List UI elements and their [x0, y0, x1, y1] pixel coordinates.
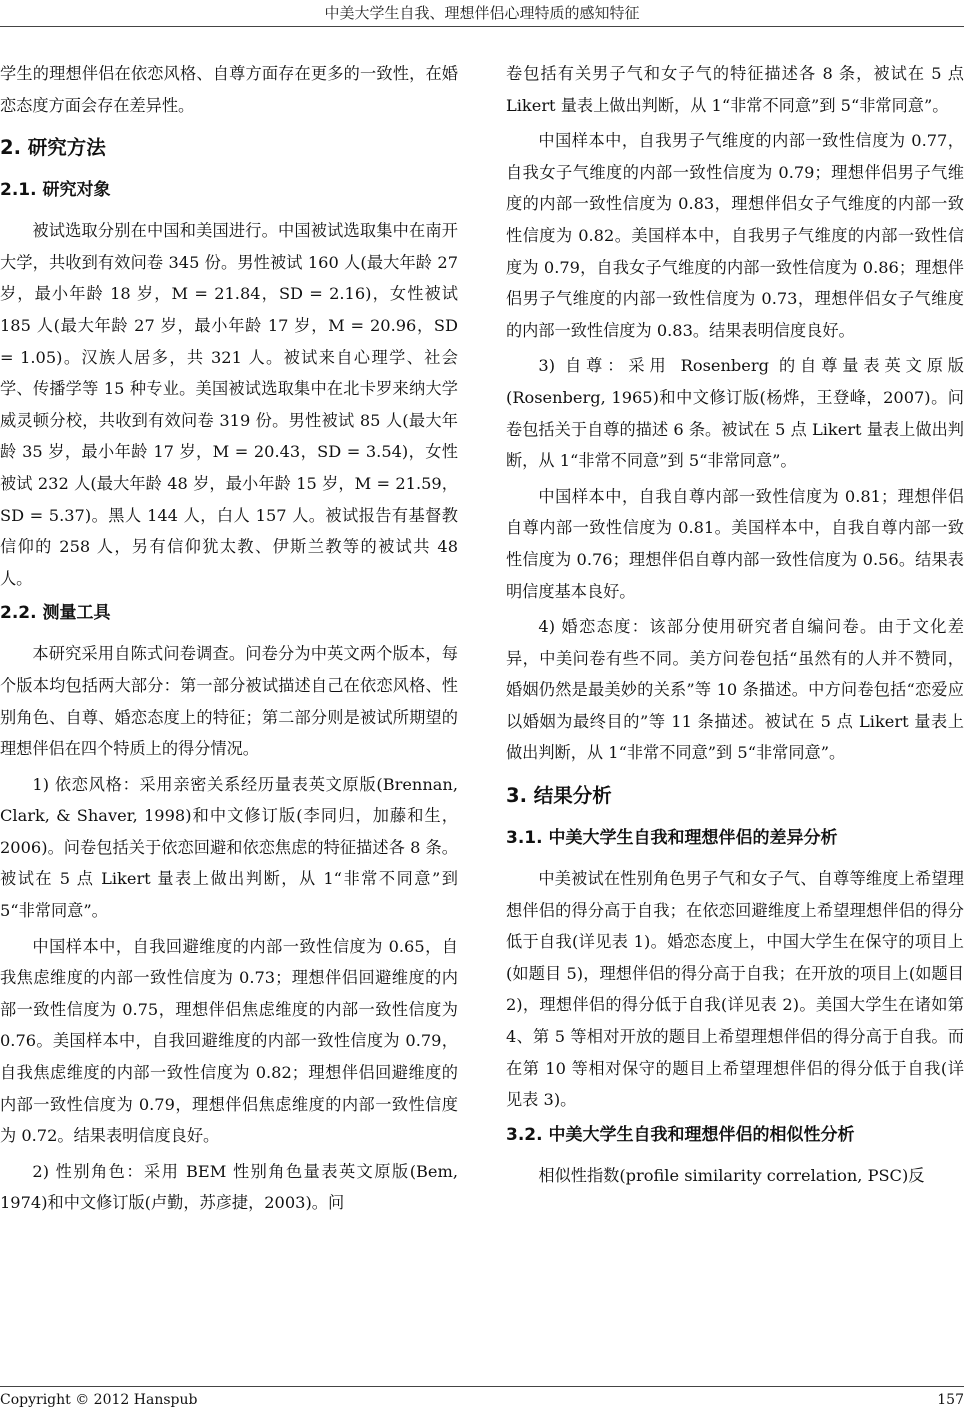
paragraph-attachment-reliability: 中国样本中，自我回避维度的内部一致性信度为 0.65，自我焦虑维度的内部一致性信度为 0.73；理想伴侣回避维度的内部一致性信度为 0.75，理想伴侣焦虑维度的内部一致性信度为 0.76。美国样本中，自我回避维度的内部一致性信度为 0.79，自我焦虑维度的内部一致性信度为 0.82；理想伴侣回避维度的内部一致性信度为 0.79，理想伴侣焦虑维度的内部一致性信度为 0.72。结果表明信度良好。: [0, 936, 458, 1146]
copyright-notice: Copyright © 2012 Hanspub: [0, 1392, 198, 1408]
paragraph-gender-role-reliability: 中国样本中，自我男子气维度的内部一致性信度为 0.77，自我女子气维度的内部一致性信度为 0.79；理想伴侣男子气维度的内部一致性信度为 0.83，理想伴侣女子气维度的内部一致性信度为 0.82。美国样本中，自我男子气维度的内部一致性信度为 0.79，自我女子气维度的内部一致性信度为 0.86；理想伴侣男子气维度的内部一致性信度为 0.73，理想伴侣女子气维度的内部一致性信度为 0.83。结果表明信度良好。: [506, 131, 964, 340]
section-heading-methods: 2. 研究方法: [0, 136, 106, 160]
running-title: 中美大学生自我、理想伴侣心理特质的感知特征: [324, 4, 640, 22]
paragraph-subjects: 被试选取分别在中国和美国进行。中国被试选取集中在南开大学，共收到有效问卷 345 份。男性被试 160 人(最大年龄 27 岁，最小年龄 18 岁，M = 21.84，SD = 2.16)，女性被试 185 人(最大年龄 27 岁，最小年龄 17 岁，M = 20.96，SD = 1.05)。汉族人居多，共 321 人。被试来自心理学、社会学、传播学等 15 种专业。美国被试选取集中在北卡罗来纳大学威灵顿分校，共收到有效问卷 319 份。男性被试 85 人(最大年龄 35 岁，最小年龄 17 岁，M = 20.43，SD = 3.54)，女性被试 232 人(最大年龄 48 岁，最小年龄 15 岁，M = 21.59，SD = 5.37)。黑人 144 人，白人 157 人。被试报告有基督教信仰的 258 人，另有信仰犹太教、伊斯兰教等的被试共 48 人。: [0, 221, 458, 588]
paragraph-difference: 中美被试在性别角色男子气和女子气、自尊等维度上希望理想伴侣的得分高于自我；在依恋回避维度上希望理想伴侣的得分低于自我(详见表 1)。婚恋态度上，中国大学生在保守的项目上(如题目 5)，理想伴侣的得分高于自我；在开放的项目上(如题目 2)，理想伴侣的得分低于自我(详见表 2)。美国大学生在诸如第 4、第 5 等相对开放的题目上希望理想伴侣的得分高于自我。而在第 10 等相对保守的题目上希望理想伴侣的得分低于自我(详见表 3)。: [506, 869, 964, 1110]
header-rule: [0, 26, 964, 27]
paragraph-continued: 学生的理想伴侣在依恋风格、自尊方面存在更多的一致性，在婚恋态度方面会存在差异性。: [0, 64, 458, 115]
paragraph-attachment: 1) 依恋风格：采用亲密关系经历量表英文原版(Brennan, Clark, & Shaver, 1998)和中文修订版(李同归，加藤和生，2006)。问卷包括关于依恋回避和依恋焦虑的特征描述各 8 条。被试在 5 点 Likert 量表上做出判断，从 1“非常不同意”到 5“非常同意”。: [0, 774, 458, 921]
footer-rule: [0, 1386, 964, 1387]
right-column: [506, 58, 964, 1195]
left-column: [0, 58, 458, 1223]
section-heading-results: 3. 结果分析: [506, 784, 612, 808]
paragraph-gender-role-continued: 卷包括有关男子气和女子气的特征描述各 8 条，被试在 5 点 Likert 量表上做出判断，从 1“非常不同意”到 5“非常同意”。: [506, 64, 964, 115]
paragraph-tools: 本研究采用自陈式问卷调查。问卷分为中英文两个版本，每个版本均包括两大部分：第一部分被试描述自己在依恋风格、性别角色、自尊、婚恋态度上的特征；第二部分则是被试所期望的理想伴侣在四个特质上的得分情况。: [0, 644, 458, 759]
subsection-heading-tools: 2.2. 测量工具: [0, 603, 111, 624]
paragraph-gender-role: 2) 性别角色：采用 BEM 性别角色量表英文原版(Bem, 1974)和中文修订版(卢勤，苏彦捷，2003)。问: [0, 1161, 458, 1213]
page-number: 157: [937, 1392, 964, 1408]
subsection-heading-difference: 3.1. 中美大学生自我和理想伴侣的差异分析: [506, 828, 838, 849]
paragraph-self-esteem: 3) 自尊：采用 Rosenberg 的自尊量表英文原版(Rosenberg, 1965)和中文修订版(杨烨，王登峰，2007)。问卷包括关于自尊的描述 6 条。被试在 5 点 Likert 量表上做出判断，从 1“非常不同意”到 5“非常同意”。: [506, 356, 964, 471]
paragraph-self-esteem-reliability: 中国样本中，自我自尊内部一致性信度为 0.81；理想伴侣自尊内部一致性信度为 0.81。美国样本中，自我自尊内部一致性信度为 0.76；理想伴侣自尊内部一致性信度为 0.56。结果表明信度基本良好。: [506, 486, 964, 601]
paragraph-marriage-attitude: 4) 婚恋态度：该部分使用研究者自编问卷。由于文化差异，中美问卷有些不同。美方问卷包括“虽然有的人并不赞同，婚姻仍然是最美妙的关系”等 10 条描述。中方问卷包括“恋爱应以婚姻为最终目的”等 11 条描述。被试在 5 点 Likert 量表上做出判断，从 1“非常不同意”到 5“非常同意”。: [506, 617, 964, 763]
subsection-heading-similarity: 3.2. 中美大学生自我和理想伴侣的相似性分析: [506, 1124, 855, 1145]
paragraph-similarity: 相似性指数(profile similarity correlation, PSC)反: [538, 1165, 925, 1185]
subsection-heading-subjects: 2.1. 研究对象: [0, 180, 111, 201]
